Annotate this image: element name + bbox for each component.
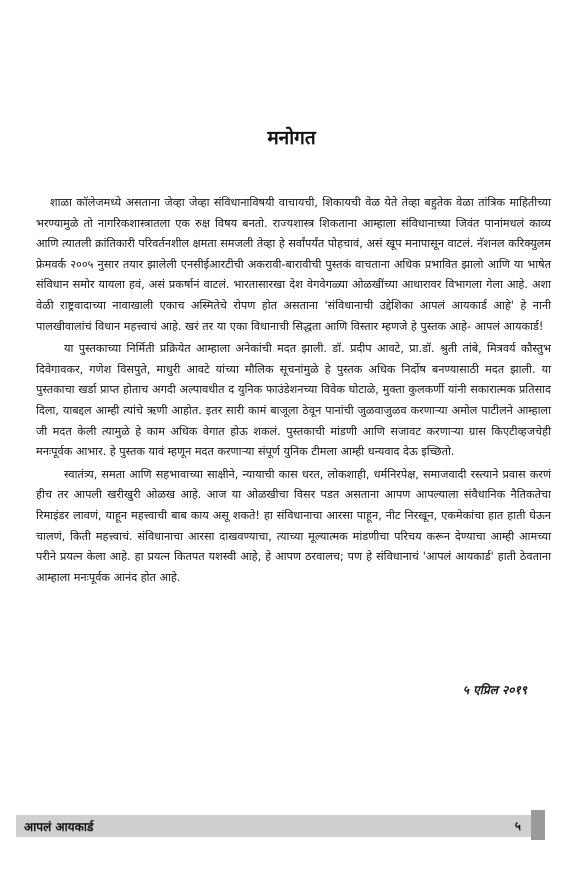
paragraph-1: शाळा कॉलेजमध्ये असताना जेव्हा जेव्हा संविधानाविषयी वाचायची, शिकायची वेळ येते तेव्हा बहुतेक वेळा तांत्रिक माहितीच्या भरण्यामुळे तो नागरिकशास्त्रातला एक रुक्ष विषय बनतो. राज्यशास्त्र शिकताना आम्हाला संविधानाच्या जिवंत पानांमधलं काव्य आणि त्यातली क्रांतिकारी परिवर्तनशील क्षमता समजली तेव्हा हे सर्वांपर्यंत पोहचावं, असं खूप मनापासून वाटलं. नॅशनल करिक्युलम फ्रेमवर्क २००५ नुसार तयार झालेली एनसीईआरटीची अकरावी-बारावीची पुस्तकं वाचताना अधिक प्रभावित झालो आणि या भाषेत संविधान समोर यायला हवं, असं प्रकर्षानं वाटलं. भारतासारखा देश वेगवेगळ्या ओळखींच्या आधारावर विभागला गेला आहे. अशा वेळी राष्ट्रवादाच्या नावाखाली एकाच अस्मितेचे रोपण होत असताना 'संविधानाची उद्देशिका आपलं आयकार्ड आहे' हे नानी पालखीवालांचं विधान महत्त्वाचं आहे. खरं तर या एका विधानाची सिद्धता आणि विस्तार म्हणजे हे पुस्तक आहे- आपलं आयकार्ड!	[36, 196, 551, 333]
body-text	[36, 193, 551, 590]
page-title: मनोगत	[267, 127, 316, 149]
paragraph-3: स्वातंत्र्य, समता आणि सहभावाच्या साक्षीने, न्यायाची कास धरत, लोकशाही, धर्मनिरपेक्ष, समाजवादी रस्त्याने प्रवास करणं हीच तर आपली खरीखुरी ओळख आहे. आज या ओळखीचा विसर पडत असताना आपण आपल्याला संवैधानिक नैतिकतेचा रिमाइंडर लावणं, याहून महत्त्वाची बाब काय असू शकते! हा संविधानाचा आरसा पाहून, नीट निरखून, एकमेकांचा हात हाती घेऊन चालणं, किती महत्त्वाचं. संविधानाचा आरसा दाखवण्याचा, त्याच्या मूल्यात्मक मांडणीचा परिचय करून देण्याचा आम्ही आमच्या परीने प्रयत्न केला आहे. हा प्रयत्न कितपत यशस्वी आहे, हे आपण ठरवालच; पण हे संविधानाचं 'आपलं आयकार्ड' हाती ठेवताना आम्हाला मनःपूर्वक आनंद होत आहे.	[36, 467, 551, 584]
footer-tab-marker	[531, 810, 545, 840]
page-number: ५	[514, 819, 521, 833]
paragraph-2: या पुस्तकाच्या निर्मिती प्रक्रियेत आम्हाला अनेकांची मदत झाली. डॉ. प्रदीप आवटे, प्रा.डॉ. श्रुती तांबे, मित्रवर्य कौस्तुभ दिवेगावकर, गणेश विसपुते, माधुरी आवटे यांच्या मौलिक सूचनांमुळे हे पुस्तक अधिक निर्दोष बनण्यासाठी मदत झाली. या पुस्तकाचा खर्डा प्राप्त होताच अगदी अल्पावधीत द युनिक फाउंडेशनच्या विवेक घोटाळे, मुक्ता कुलकर्णी यांनी सकारात्मक प्रतिसाद दिला, याबद्दल आम्ही त्यांचे ऋणी आहोत. इतर सारी कामं बाजूला ठेवून पानांची जुळवाजुळव करणाऱ्या अमोल पाटीलने आम्हाला जी मदत केली त्यामुळे हे काम अधिक वेगात होऊ शकलं. पुस्तकाची मांडणी आणि सजावट करणाऱ्या ग्रास किएटीव्हजचेही मनःपूर्वक आभार. हे पुस्तक यावं म्हणून मदत करणाऱ्या संपूर्ण युनिक टीमला आम्ही धन्यवाद देऊ इच्छितो.	[36, 342, 551, 459]
signature-date: ५ एप्रिल २०१९	[462, 683, 527, 697]
footer-bar	[16, 815, 543, 837]
footer-book-title: आपलं आयकार्ड	[24, 820, 94, 834]
